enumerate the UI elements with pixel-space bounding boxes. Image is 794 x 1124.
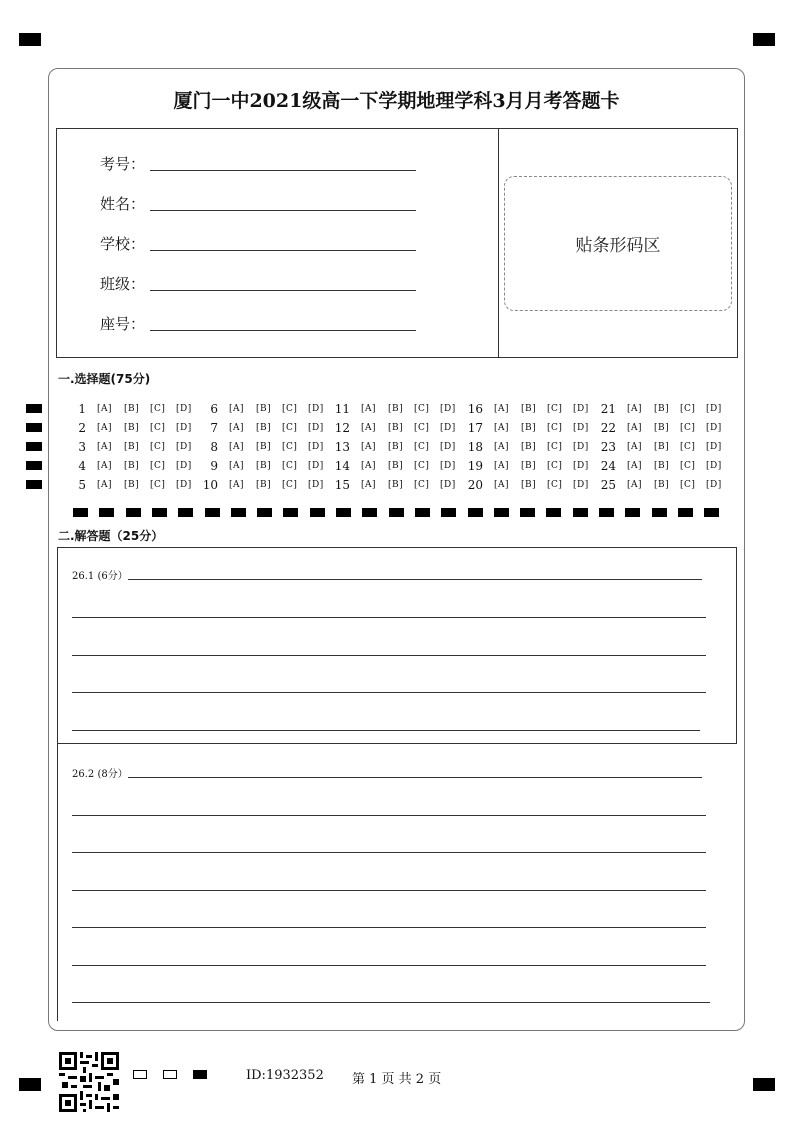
option-bubble[interactable]: [C] <box>150 461 166 471</box>
option-bubble[interactable]: [A] <box>229 480 245 490</box>
timing-mark <box>704 508 719 517</box>
side-timing-mark <box>26 442 42 451</box>
option-bubble[interactable]: [C] <box>680 480 696 490</box>
option-bubble[interactable]: [A] <box>229 404 245 414</box>
option-bubble[interactable]: [B] <box>256 480 272 490</box>
timing-mark <box>389 508 404 517</box>
question-number: 14 <box>334 459 350 473</box>
option-bubble[interactable]: [C] <box>150 423 166 433</box>
option-bubble[interactable]: [B] <box>521 480 537 490</box>
answer-box-26-2 <box>57 744 737 1021</box>
option-bubble[interactable]: [C] <box>150 480 166 490</box>
option-bubble[interactable]: [B] <box>124 423 140 433</box>
option-bubble[interactable]: [C] <box>680 423 696 433</box>
side-timing-mark <box>26 423 42 432</box>
question-number: 20 <box>467 478 483 492</box>
answer-line[interactable] <box>72 927 706 928</box>
question-number: 24 <box>600 459 616 473</box>
option-bubble[interactable]: [B] <box>654 423 670 433</box>
option-bubble[interactable]: [B] <box>124 461 140 471</box>
option-bubble[interactable]: [B] <box>388 442 404 452</box>
option-bubble[interactable]: [B] <box>521 423 537 433</box>
option-bubble[interactable]: [A] <box>97 423 113 433</box>
timing-mark <box>652 508 667 517</box>
option-bubble[interactable]: [D] <box>176 423 192 433</box>
info-divider <box>498 128 499 358</box>
option-bubble[interactable]: [A] <box>361 461 377 471</box>
timing-mark <box>625 508 640 517</box>
question-number: 1 <box>78 402 86 416</box>
option-bubble[interactable]: [A] <box>229 461 245 471</box>
question-number: 18 <box>467 440 483 454</box>
option-bubble[interactable]: [A] <box>494 461 510 471</box>
option-bubble[interactable]: [D] <box>176 442 192 452</box>
side-timing-mark <box>26 404 42 413</box>
option-bubble[interactable]: [A] <box>627 480 643 490</box>
timing-mark <box>678 508 693 517</box>
question-number: 7 <box>210 421 218 435</box>
timing-mark <box>310 508 325 517</box>
option-bubble[interactable]: [D] <box>440 480 456 490</box>
school-label: 学校： <box>100 235 146 253</box>
timing-mark <box>362 508 377 517</box>
timing-mark <box>441 508 456 517</box>
question-number: 15 <box>334 478 350 492</box>
option-bubble[interactable]: [A] <box>627 423 643 433</box>
name-field[interactable] <box>150 210 416 211</box>
option-bubble[interactable]: [B] <box>521 461 537 471</box>
question-number: 10 <box>202 478 218 492</box>
class-field[interactable] <box>150 290 416 291</box>
option-bubble[interactable]: [D] <box>573 480 589 490</box>
option-bubble[interactable]: [B] <box>388 461 404 471</box>
option-bubble[interactable]: [D] <box>308 461 324 471</box>
option-bubble[interactable]: [A] <box>494 480 510 490</box>
question-number: 17 <box>467 421 483 435</box>
option-bubble[interactable]: [A] <box>627 461 643 471</box>
option-bubble[interactable]: [C] <box>547 423 563 433</box>
timing-mark <box>573 508 588 517</box>
option-bubble[interactable]: [B] <box>256 461 272 471</box>
answer-line[interactable] <box>72 730 700 731</box>
option-bubble[interactable]: [C] <box>414 404 430 414</box>
answer-box-26-1 <box>57 547 737 744</box>
exam-number-label: 考号： <box>100 155 146 173</box>
option-bubble[interactable]: [B] <box>388 423 404 433</box>
option-bubble[interactable]: [D] <box>573 423 589 433</box>
answer-line[interactable] <box>128 579 702 580</box>
option-bubble[interactable]: [D] <box>706 480 722 490</box>
option-bubble[interactable]: [A] <box>97 461 113 471</box>
option-bubble[interactable]: [B] <box>388 480 404 490</box>
option-bubble[interactable]: [C] <box>150 404 166 414</box>
option-bubble[interactable]: [D] <box>308 442 324 452</box>
answer-line[interactable] <box>72 692 706 693</box>
option-bubble[interactable]: [D] <box>573 404 589 414</box>
timing-mark <box>283 508 298 517</box>
registration-mark-bottom-right <box>753 1078 775 1091</box>
timing-mark <box>205 508 220 517</box>
question-number: 22 <box>600 421 616 435</box>
class-label: 班级： <box>100 275 146 293</box>
option-bubble[interactable]: [C] <box>680 442 696 452</box>
page-indicator: 第 1 页 共 2 页 <box>352 1072 442 1087</box>
option-bubble[interactable]: [C] <box>414 480 430 490</box>
option-bubble[interactable]: [D] <box>308 404 324 414</box>
side-timing-mark <box>26 480 42 489</box>
option-bubble[interactable]: [A] <box>97 404 113 414</box>
timing-mark <box>494 508 509 517</box>
option-bubble[interactable]: [C] <box>547 442 563 452</box>
option-bubble[interactable]: [B] <box>654 461 670 471</box>
question-number: 6 <box>210 402 218 416</box>
registration-mark-bottom-left <box>19 1078 41 1091</box>
option-bubble[interactable]: [A] <box>229 423 245 433</box>
timing-mark <box>73 508 88 517</box>
question-number: 19 <box>467 459 483 473</box>
answer-line[interactable] <box>72 890 706 891</box>
option-bubble[interactable]: [D] <box>706 461 722 471</box>
option-bubble[interactable]: [D] <box>308 423 324 433</box>
option-bubble[interactable]: [A] <box>494 442 510 452</box>
question-number: 3 <box>78 440 86 454</box>
question-number: 23 <box>600 440 616 454</box>
option-bubble[interactable]: [B] <box>654 442 670 452</box>
qr-code-icon <box>59 1052 119 1112</box>
timing-mark <box>415 508 430 517</box>
seat-field[interactable] <box>150 330 416 331</box>
question-number: 25 <box>600 478 616 492</box>
option-bubble[interactable]: [B] <box>124 480 140 490</box>
option-bubble[interactable]: [B] <box>521 442 537 452</box>
option-bubble[interactable]: [A] <box>361 442 377 452</box>
option-bubble[interactable]: [A] <box>627 404 643 414</box>
timing-mark <box>231 508 246 517</box>
sheet-id: ID:1932352 <box>246 1068 324 1083</box>
registration-mark-top-right <box>753 33 775 46</box>
answer-line[interactable] <box>72 655 706 656</box>
option-bubble[interactable]: [A] <box>361 423 377 433</box>
option-bubble[interactable]: [D] <box>440 423 456 433</box>
question-number: 8 <box>210 440 218 454</box>
option-bubble[interactable]: [D] <box>706 423 722 433</box>
timing-mark <box>468 508 483 517</box>
option-bubble[interactable]: [D] <box>308 480 324 490</box>
answer-line[interactable] <box>72 617 706 618</box>
option-bubble[interactable]: [C] <box>282 461 298 471</box>
option-bubble[interactable]: [C] <box>680 461 696 471</box>
timing-mark <box>520 508 535 517</box>
question-number: 9 <box>210 459 218 473</box>
option-bubble[interactable]: [D] <box>176 461 192 471</box>
answer-line[interactable] <box>128 777 702 778</box>
option-bubble[interactable]: [C] <box>282 442 298 452</box>
option-bubble[interactable]: [A] <box>494 423 510 433</box>
option-bubble[interactable]: [B] <box>256 404 272 414</box>
option-bubble[interactable]: [C] <box>414 423 430 433</box>
question-number: 13 <box>334 440 350 454</box>
page-marker-filled <box>193 1070 207 1079</box>
option-bubble[interactable]: [A] <box>97 442 113 452</box>
option-bubble[interactable]: [C] <box>282 404 298 414</box>
answer-line[interactable] <box>72 1002 710 1003</box>
option-bubble[interactable]: [B] <box>256 423 272 433</box>
question-number: 2 <box>78 421 86 435</box>
option-bubble[interactable]: [B] <box>388 404 404 414</box>
option-bubble[interactable]: [C] <box>414 442 430 452</box>
registration-mark-top-left <box>19 33 41 46</box>
side-timing-mark <box>26 461 42 470</box>
exam-number-field[interactable] <box>150 170 416 171</box>
option-bubble[interactable]: [C] <box>547 404 563 414</box>
timing-mark <box>152 508 167 517</box>
option-bubble[interactable]: [D] <box>573 442 589 452</box>
question-number: 4 <box>78 459 86 473</box>
option-bubble[interactable]: [D] <box>176 404 192 414</box>
option-bubble[interactable]: [D] <box>176 480 192 490</box>
option-bubble[interactable]: [B] <box>521 404 537 414</box>
section2-title: 二.解答题（25分） <box>58 529 164 543</box>
option-bubble[interactable]: [C] <box>150 442 166 452</box>
timing-mark <box>178 508 193 517</box>
question-number: 5 <box>78 478 86 492</box>
option-bubble[interactable]: [B] <box>124 442 140 452</box>
option-bubble[interactable]: [B] <box>654 404 670 414</box>
question-number: 12 <box>334 421 350 435</box>
answer-line[interactable] <box>72 965 706 966</box>
timing-mark <box>336 508 351 517</box>
question-number: 16 <box>467 402 483 416</box>
timing-mark <box>546 508 561 517</box>
option-bubble[interactable]: [B] <box>256 442 272 452</box>
option-bubble[interactable]: [C] <box>547 461 563 471</box>
timing-mark <box>99 508 114 517</box>
section1-title: 一.选择题(75分) <box>58 372 151 386</box>
question-number: 11 <box>334 402 350 416</box>
option-bubble[interactable]: [A] <box>97 480 113 490</box>
name-label: 姓名： <box>100 195 146 213</box>
timing-mark <box>257 508 272 517</box>
page-marker-empty <box>133 1070 147 1079</box>
option-bubble[interactable]: [A] <box>361 404 377 414</box>
question-number: 21 <box>600 402 616 416</box>
option-bubble[interactable]: [C] <box>282 423 298 433</box>
option-bubble[interactable]: [A] <box>361 480 377 490</box>
option-bubble[interactable]: [C] <box>680 404 696 414</box>
timing-mark <box>599 508 614 517</box>
option-bubble[interactable]: [B] <box>124 404 140 414</box>
option-bubble[interactable]: [A] <box>627 442 643 452</box>
sheet-title: 厦门一中2021级高一下学期地理学科3月月考答题卡 <box>173 90 620 112</box>
barcode-area[interactable]: 贴条形码区 <box>504 176 732 311</box>
page-marker-empty <box>163 1070 177 1079</box>
option-bubble[interactable]: [D] <box>440 404 456 414</box>
option-bubble[interactable]: [D] <box>573 461 589 471</box>
question-26-1-label: 26.1 (6分） <box>72 571 128 582</box>
option-bubble[interactable]: [A] <box>494 404 510 414</box>
option-bubble[interactable]: [A] <box>229 442 245 452</box>
option-bubble[interactable]: [C] <box>282 480 298 490</box>
answer-line[interactable] <box>72 815 706 816</box>
timing-mark <box>126 508 141 517</box>
question-26-2-label: 26.2 (8分） <box>72 769 128 780</box>
option-bubble[interactable]: [D] <box>440 442 456 452</box>
option-bubble[interactable]: [D] <box>440 461 456 471</box>
option-bubble[interactable]: [C] <box>414 461 430 471</box>
option-bubble[interactable]: [D] <box>706 442 722 452</box>
option-bubble[interactable]: [D] <box>706 404 722 414</box>
option-bubble[interactable]: [B] <box>654 480 670 490</box>
answer-line[interactable] <box>72 852 706 853</box>
school-field[interactable] <box>150 250 416 251</box>
option-bubble[interactable]: [C] <box>547 480 563 490</box>
seat-label: 座号： <box>100 315 146 333</box>
